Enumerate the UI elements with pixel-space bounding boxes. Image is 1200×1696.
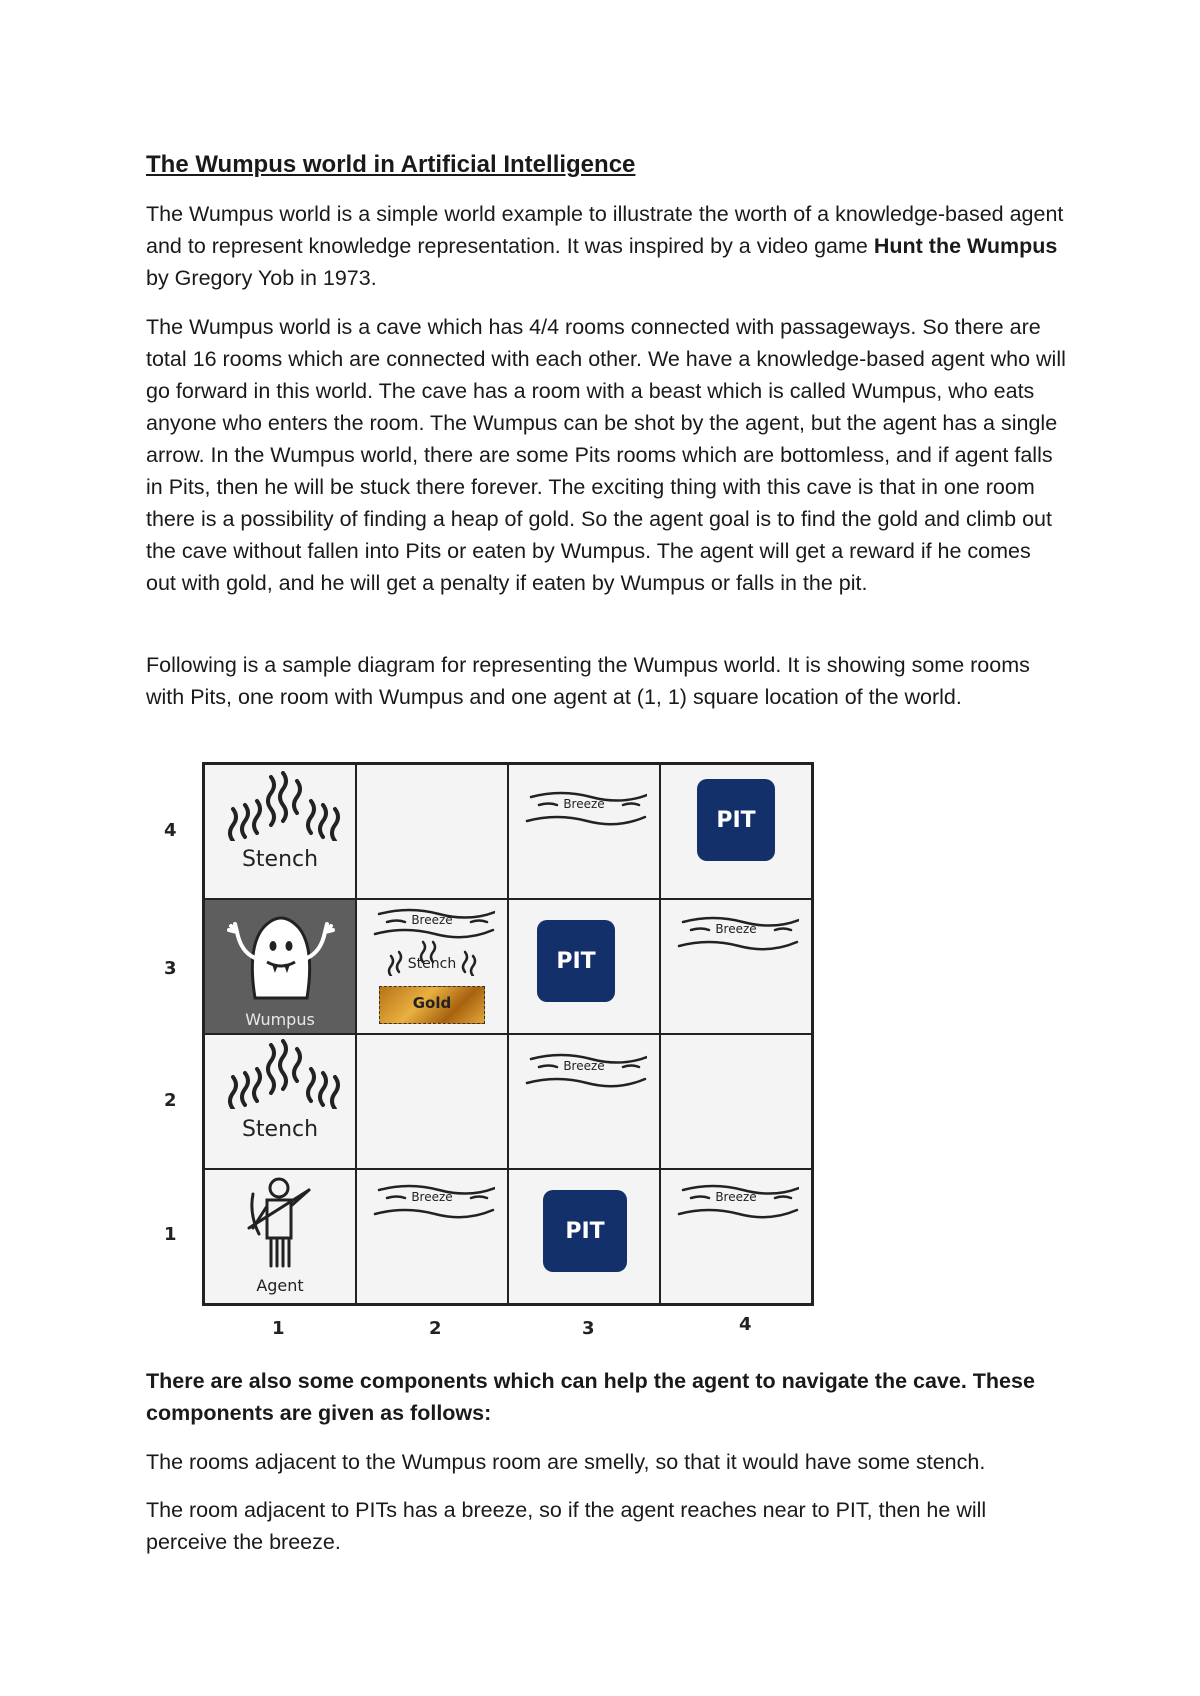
components-intro-paragraph: There are also some components which can help the agent to navigate the cave. These components are given as follows: (146, 1369, 1035, 1425)
room-3-3 (508, 899, 660, 1034)
room-3-1 (508, 1169, 660, 1304)
row-label-2: 2 (164, 1090, 177, 1111)
agent-icon (245, 1176, 317, 1272)
intro-text-after: by Gregory Yob in 1973. (146, 266, 377, 290)
wumpus-label: Wumpus (245, 1010, 315, 1029)
room-1-1 (204, 1169, 356, 1304)
stench-rule-paragraph: The rooms adjacent to the Wumpus room are smelly, so that it would have some stench. (146, 1450, 986, 1474)
cave-description-paragraph: The Wumpus world is a cave which has 4/4 rooms connected with passageways. So there are total 16 rooms which are connected with each other. We have a knowledge-based agent who will go forward in this world. The cave has a room with a beast which is called Wumpus, who eats anyone who enters the room. The Wumpus can be shot by the agent, but the agent has a single arrow. In the Wumpus world, there are some Pits rooms which are bottomless, and if agent falls in Pits, then he will be stuck there forever. The exciting thing with this cave is that in one room there is a possibility of finding a heap of gold. So the agent goal is to find the gold and climb out the cave without fallen into Pits or eaten by Wumpus. The agent will get a reward if he comes out with gold, and he will get a penalty if eaten by Wumpus or falls in the pit. (146, 315, 1066, 595)
wumpus-icon (225, 908, 337, 1004)
room-4-2 (660, 1034, 812, 1169)
col-label-2: 2 (429, 1318, 442, 1339)
room-1-3 (204, 899, 356, 1034)
room-4-4 (660, 764, 812, 899)
room-3-4 (508, 764, 660, 899)
diagram-intro-paragraph: Following is a sample diagram for representing the Wumpus world. It is showing some rooms with Pits, one room with Wumpus and one agent at (1, 1) square location of the world. (146, 653, 1030, 709)
intro-text-before: The Wumpus world is a simple world example to illustrate the worth of a knowledge-based agent and to represent knowledge representation. It was inspired by a video game (146, 202, 1064, 258)
breeze-rule-paragraph: The room adjacent to PITs has a breeze, so if the agent reaches near to PIT, then he will perceive the breeze. (146, 1498, 987, 1554)
room-1-4 (204, 764, 356, 899)
room-1-2 (204, 1034, 356, 1169)
room-2-4 (356, 764, 508, 899)
row-label-1: 1 (164, 1224, 177, 1245)
wumpus-world-diagram (150, 762, 830, 1342)
stench-icon (223, 771, 341, 841)
col-label-3: 3 (582, 1318, 595, 1339)
col-label-4: 4 (739, 1314, 752, 1335)
breeze-label: Breeze (411, 1190, 453, 1204)
stench-icon (223, 1039, 341, 1109)
row-label-4: 4 (164, 820, 177, 841)
pit: PIT (697, 779, 775, 861)
pit: PIT (543, 1190, 627, 1272)
gold-label: Gold (412, 994, 452, 1012)
room-4-1 (660, 1169, 812, 1304)
intro-paragraph (146, 198, 1066, 294)
page-title: The Wumpus world in Artificial Intelligence (146, 151, 636, 178)
stench-label: Stench (407, 956, 457, 972)
stench-label: Stench (241, 1117, 319, 1142)
breeze-label: Breeze (715, 1190, 757, 1204)
breeze-label: Breeze (563, 797, 605, 811)
room-2-3 (356, 899, 508, 1034)
stench-label: Stench (241, 847, 319, 872)
room-3-2 (508, 1034, 660, 1169)
room-4-3 (660, 899, 812, 1034)
breeze-label: Breeze (715, 922, 757, 936)
col-label-1: 1 (272, 1318, 285, 1339)
pit: PIT (537, 920, 615, 1002)
room-2-1 (356, 1169, 508, 1304)
row-label-3: 3 (164, 958, 177, 979)
agent-label: Agent (256, 1276, 304, 1295)
cave-grid (202, 762, 814, 1306)
breeze-label: Breeze (411, 913, 453, 927)
breeze-label: Breeze (563, 1059, 605, 1073)
room-2-2 (356, 1034, 508, 1169)
game-name: Hunt the Wumpus (873, 234, 1058, 258)
